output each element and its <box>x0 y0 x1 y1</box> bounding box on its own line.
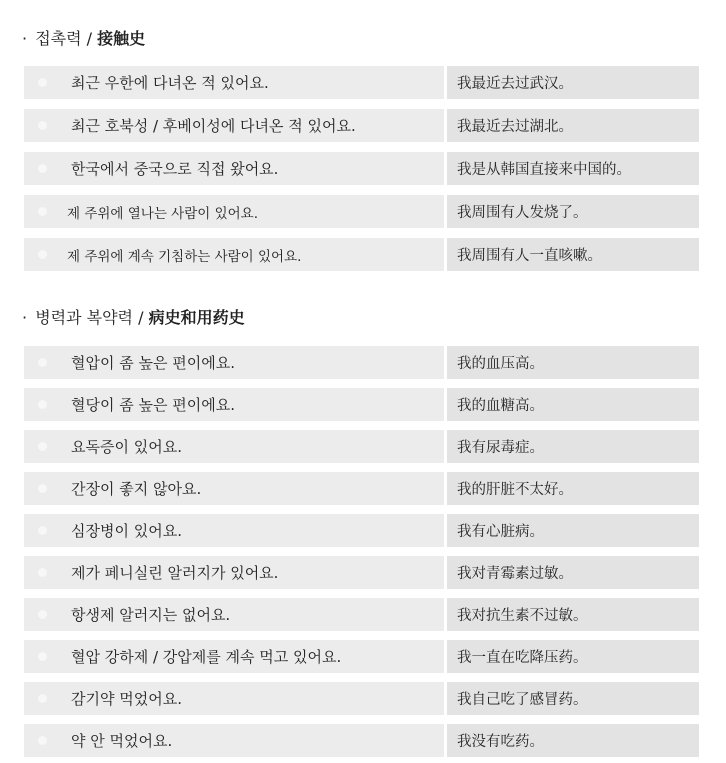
korean-phrase: 제가 페니실린 알러지가 있어요. <box>71 564 279 582</box>
chinese-translation: 我最近去过武汉。 <box>457 76 573 92</box>
korean-phrase-cell <box>24 556 444 589</box>
chinese-translation: 我周围有人一直咳嗽。 <box>457 248 602 264</box>
radio-circle-icon[interactable] <box>38 207 47 216</box>
list-item[interactable] <box>24 514 699 547</box>
chinese-translation-cell <box>447 346 699 379</box>
korean-phrase-cell <box>24 598 444 631</box>
korean-phrase: 제 주위에 열나는 사람이 있어요. <box>67 205 258 222</box>
korean-phrase: 혈압 강하제 / 강압제를 계속 먹고 있어요. <box>71 648 342 666</box>
radio-circle-icon[interactable] <box>38 121 47 130</box>
list-item[interactable] <box>24 388 699 421</box>
chinese-translation-cell <box>447 514 699 547</box>
korean-phrase-cell <box>24 195 444 228</box>
chinese-translation-cell <box>447 430 699 463</box>
chinese-translation-cell <box>447 109 699 142</box>
list-item[interactable] <box>24 472 699 505</box>
radio-circle-icon[interactable] <box>38 164 47 173</box>
korean-phrase: 한국에서 중국으로 직접 왔어요. <box>71 160 279 178</box>
korean-phrase-cell <box>24 238 444 271</box>
korean-phrase: 최근 호북성 / 후베이성에 다녀온 적 있어요. <box>71 117 356 135</box>
korean-phrase-cell <box>24 430 444 463</box>
chinese-translation: 我没有吃药。 <box>457 734 544 750</box>
chinese-translation: 我周围有人发烧了。 <box>457 205 588 221</box>
chinese-translation: 我的血糖高。 <box>457 398 544 414</box>
chinese-translation-cell <box>447 195 699 228</box>
korean-phrase: 혈당이 좀 높은 편이에요. <box>71 396 235 414</box>
radio-circle-icon[interactable] <box>38 694 47 703</box>
korean-phrase: 최근 우한에 다녀온 적 있어요. <box>71 74 269 92</box>
radio-circle-icon[interactable] <box>38 400 47 409</box>
list-item[interactable] <box>24 346 699 379</box>
korean-phrase-cell <box>24 472 444 505</box>
chinese-translation: 我自己吃了感冒药。 <box>457 692 588 708</box>
chinese-translation: 我最近去过湖北。 <box>457 119 573 135</box>
list-item[interactable] <box>24 556 699 589</box>
section-title-zh: 病史和用药史 <box>148 308 245 327</box>
chinese-translation: 我的肝脏不太好。 <box>457 482 573 498</box>
list-item[interactable] <box>24 724 699 757</box>
chinese-translation: 我是从韩国直接来中国的。 <box>457 162 631 178</box>
korean-phrase: 항생제 알러지는 없어요. <box>71 606 231 624</box>
chinese-translation-cell <box>447 598 699 631</box>
korean-phrase: 약 안 먹었어요. <box>71 732 173 750</box>
korean-phrase: 간장이 좋지 않아요. <box>71 480 202 498</box>
section-bullet: · <box>22 29 28 48</box>
list-item[interactable] <box>24 66 699 99</box>
section-bullet: · <box>22 308 28 327</box>
list-item[interactable] <box>24 430 699 463</box>
radio-circle-icon[interactable] <box>38 484 47 493</box>
chinese-translation: 我的血压高。 <box>457 356 544 372</box>
list-item[interactable] <box>24 238 699 271</box>
chinese-translation-cell <box>447 682 699 715</box>
korean-phrase-cell <box>24 724 444 757</box>
chinese-translation: 我一直在吃降压药。 <box>457 650 588 666</box>
korean-phrase-cell <box>24 514 444 547</box>
chinese-translation: 我有心脏病。 <box>457 524 544 540</box>
radio-circle-icon[interactable] <box>38 568 47 577</box>
korean-phrase: 제 주위에 계속 기침하는 사람이 있어요. <box>67 248 302 265</box>
korean-phrase: 감기약 먹었어요. <box>71 690 182 708</box>
list-item[interactable] <box>24 152 699 185</box>
radio-circle-icon[interactable] <box>38 652 47 661</box>
radio-circle-icon[interactable] <box>38 526 47 535</box>
section-title-contact-history <box>22 28 145 50</box>
list-item[interactable] <box>24 682 699 715</box>
chinese-translation: 我对抗生素不过敏。 <box>457 608 588 624</box>
korean-phrase-cell <box>24 388 444 421</box>
korean-phrase-cell <box>24 346 444 379</box>
radio-circle-icon[interactable] <box>38 736 47 745</box>
chinese-translation: 我有尿毒症。 <box>457 440 544 456</box>
korean-phrase: 혈압이 좀 높은 편이에요. <box>71 354 235 372</box>
list-item[interactable] <box>24 640 699 673</box>
section-title-zh: 接触史 <box>97 29 146 48</box>
radio-circle-icon[interactable] <box>38 610 47 619</box>
chinese-translation-cell <box>447 66 699 99</box>
korean-phrase-cell <box>24 66 444 99</box>
korean-phrase: 심장병이 있어요. <box>71 522 182 540</box>
chinese-translation: 我对青霉素过敏。 <box>457 566 573 582</box>
list-item[interactable] <box>24 109 699 142</box>
chinese-translation-cell <box>447 388 699 421</box>
korean-phrase-cell <box>24 109 444 142</box>
chinese-translation-cell <box>447 152 699 185</box>
chinese-translation-cell <box>447 556 699 589</box>
korean-phrase-cell <box>24 152 444 185</box>
chinese-translation-cell <box>447 640 699 673</box>
list-item[interactable] <box>24 598 699 631</box>
section-title-ko: 접촉력 / <box>35 29 93 48</box>
korean-phrase-cell <box>24 682 444 715</box>
radio-circle-icon[interactable] <box>38 358 47 367</box>
radio-circle-icon[interactable] <box>38 78 47 87</box>
section-title-ko: 병력과 복약력 / <box>35 308 144 327</box>
list-item[interactable] <box>24 195 699 228</box>
korean-phrase: 요독증이 있어요. <box>71 438 182 456</box>
section-title-medical-history <box>22 307 245 329</box>
korean-phrase-cell <box>24 640 444 673</box>
chinese-translation-cell <box>447 238 699 271</box>
chinese-translation-cell <box>447 724 699 757</box>
chinese-translation-cell <box>447 472 699 505</box>
radio-circle-icon[interactable] <box>38 442 47 451</box>
radio-circle-icon[interactable] <box>38 250 47 259</box>
